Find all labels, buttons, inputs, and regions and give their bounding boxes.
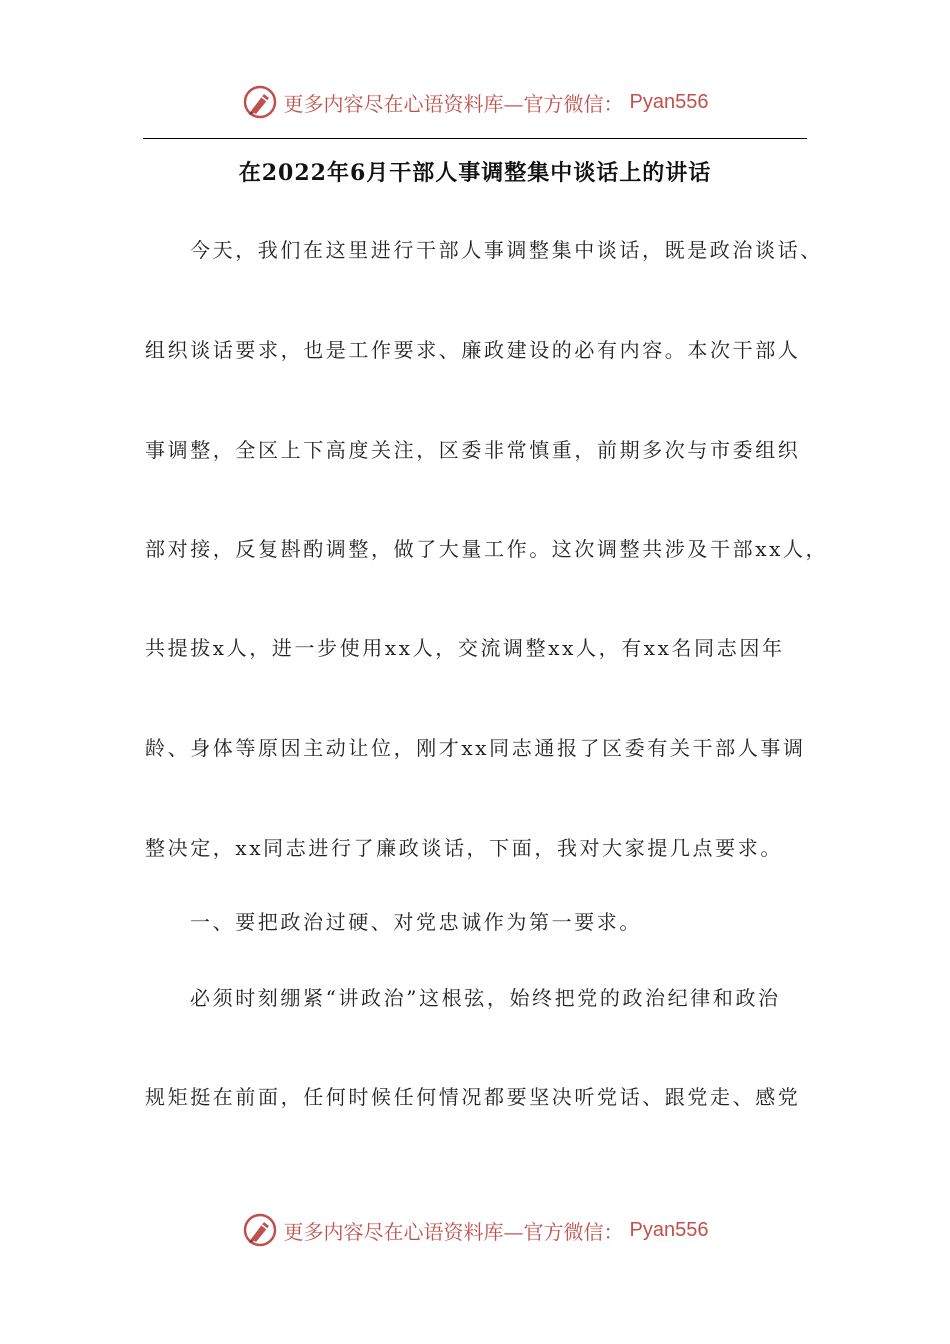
body-line: 今天，我们在这里进行干部人事调整集中谈话，既是政治谈话、 <box>190 238 823 262</box>
body-line: 部对接，反复斟酌调整，做了大量工作。这次调整共涉及干部xx人， <box>145 537 829 561</box>
watermark-text: 更多内容尽在心语资料库—官方微信： <box>283 1219 624 1244</box>
document-title: 在2022年6月干部人事调整集中谈话上的讲话 <box>238 160 712 186</box>
body-line: 事调整，全区上下高度关注，区委非常慎重，前期多次与市委组织 <box>145 438 801 462</box>
body-line: 龄、身体等原因主动让位，刚才xx同志通报了区委有关干部人事调 <box>145 736 806 760</box>
header-watermark <box>0 82 950 122</box>
section-heading: 一、要把政治过硬、对党忠诚作为第一要求。 <box>190 910 642 934</box>
body-line: 必须时刻绷紧“讲政治”这根弦，始终把党的政治纪律和政治 <box>190 986 781 1010</box>
header-rule <box>143 138 807 139</box>
watermark-handle: Pyan556 <box>629 1218 709 1241</box>
body-line: 规矩挺在前面，任何时候任何情况都要坚决听党话、跟党走、感党 <box>145 1085 801 1109</box>
watermark-text: 更多内容尽在心语资料库—官方微信： <box>283 91 624 116</box>
pen-logo-icon <box>242 84 278 120</box>
footer-watermark <box>0 1210 950 1250</box>
watermark-handle: Pyan556 <box>629 90 709 113</box>
body-line: 组织谈话要求，也是工作要求、廉政建设的必有内容。本次干部人 <box>145 338 801 362</box>
body-line: 整决定，xx同志进行了廉政谈话，下面，我对大家提几点要求。 <box>145 836 783 860</box>
pen-logo-icon <box>242 1212 278 1248</box>
body-line: 共提拔x人，进一步使用xx人，交流调整xx人，有xx名同志因年 <box>145 636 785 660</box>
